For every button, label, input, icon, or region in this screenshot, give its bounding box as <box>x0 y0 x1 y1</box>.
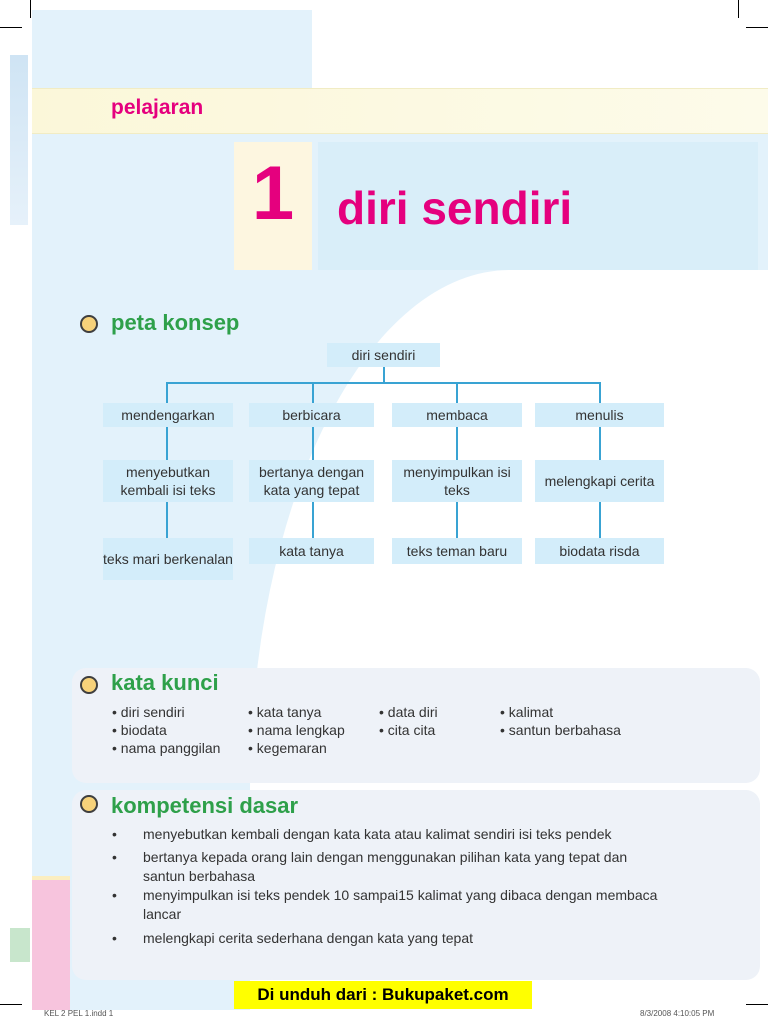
keyword-item: • santun berbahasa <box>500 722 621 738</box>
footer-file-label: KEL 2 PEL 1.indd 1 <box>44 1009 114 1018</box>
map-node: menyebutkan kembali isi teks <box>103 460 233 502</box>
map-node: teks teman baru <box>392 538 522 564</box>
keyword-item: • kegemaran <box>248 740 327 756</box>
download-banner[interactable]: Di unduh dari : Bukupaket.com <box>234 981 532 1009</box>
map-node: membaca <box>392 403 522 427</box>
left-decor-stripe <box>10 55 28 225</box>
map-connector <box>456 502 458 538</box>
map-node: bertanya dengan kata yang tepat <box>249 460 374 502</box>
keyword-item: • nama lengkap <box>248 722 345 738</box>
map-node: melengkapi cerita <box>535 460 664 502</box>
peta-konsep-heading: peta konsep <box>111 310 240 335</box>
competency-item: bertanya kepada orang lain dengan menggunakan pilihan kata yang tepat dan santun berbahasa <box>143 849 628 884</box>
keyword-item: • kalimat <box>500 704 554 720</box>
keyword-item: • data diri <box>379 704 438 720</box>
kata-kunci-heading: kata kunci <box>111 670 219 695</box>
competency-bullet: • <box>112 887 117 903</box>
keyword-item: • cita cita <box>379 722 436 738</box>
map-connector <box>456 382 458 403</box>
keyword-item: • biodata <box>112 722 167 738</box>
map-connector <box>312 502 314 538</box>
crop-mark <box>0 27 22 28</box>
chapter-title: diri sendiri <box>337 182 573 234</box>
map-connector <box>166 502 168 538</box>
competency-item: melengkapi cerita sederhana dengan kata yang tepat <box>143 930 474 946</box>
green-decor-block <box>10 928 30 962</box>
footer-timestamp: 8/3/2008 4:10:05 PM <box>640 1009 715 1018</box>
competency-bullet: • <box>112 849 117 865</box>
crop-mark <box>746 1004 768 1005</box>
map-node: berbicara <box>249 403 374 427</box>
chapter-number: 1 <box>251 151 295 236</box>
competency-bullet: • <box>112 826 117 842</box>
keyword-item: • kata tanya <box>248 704 322 720</box>
map-connector <box>166 382 601 384</box>
map-root-node: diri sendiri <box>327 343 440 367</box>
map-node: teks mari berkenalan <box>103 538 233 580</box>
competency-item: menyebutkan kembali dengan kata kata atau kalimat sendiri isi teks pendek <box>143 826 612 842</box>
top-white-area <box>312 10 768 88</box>
map-connector <box>599 427 601 460</box>
kompetensi-dasar-heading: kompetensi dasar <box>111 793 299 818</box>
competency-item: menyimpulkan isi teks pendek 10 sampai15 kalimat yang dibaca dengan membaca lancar <box>143 887 658 922</box>
map-connector <box>383 367 385 383</box>
crop-mark <box>738 0 739 18</box>
map-node: mendengarkan <box>103 403 233 427</box>
keyword-item: • nama panggilan <box>112 740 221 756</box>
keyword-item: • diri sendiri <box>112 704 185 720</box>
crop-mark <box>746 27 768 28</box>
map-node: kata tanya <box>249 538 374 564</box>
section-bullet-icon <box>80 676 98 694</box>
map-connector <box>166 427 168 460</box>
section-bullet-icon <box>80 315 98 333</box>
map-node: menulis <box>535 403 664 427</box>
crop-mark <box>0 1004 22 1005</box>
map-connector <box>599 502 601 538</box>
competency-bullet: • <box>112 930 117 946</box>
map-node: menyimpulkan isi teks <box>392 460 522 502</box>
map-connector <box>166 382 168 403</box>
map-connector <box>599 382 601 403</box>
pink-decor-block <box>32 880 70 1010</box>
section-bullet-icon <box>80 795 98 813</box>
map-connector <box>312 427 314 460</box>
map-connector <box>312 382 314 403</box>
band-label: pelajaran <box>111 96 204 119</box>
map-node: biodata risda <box>535 538 664 564</box>
crop-mark <box>30 0 31 18</box>
map-connector <box>456 427 458 460</box>
